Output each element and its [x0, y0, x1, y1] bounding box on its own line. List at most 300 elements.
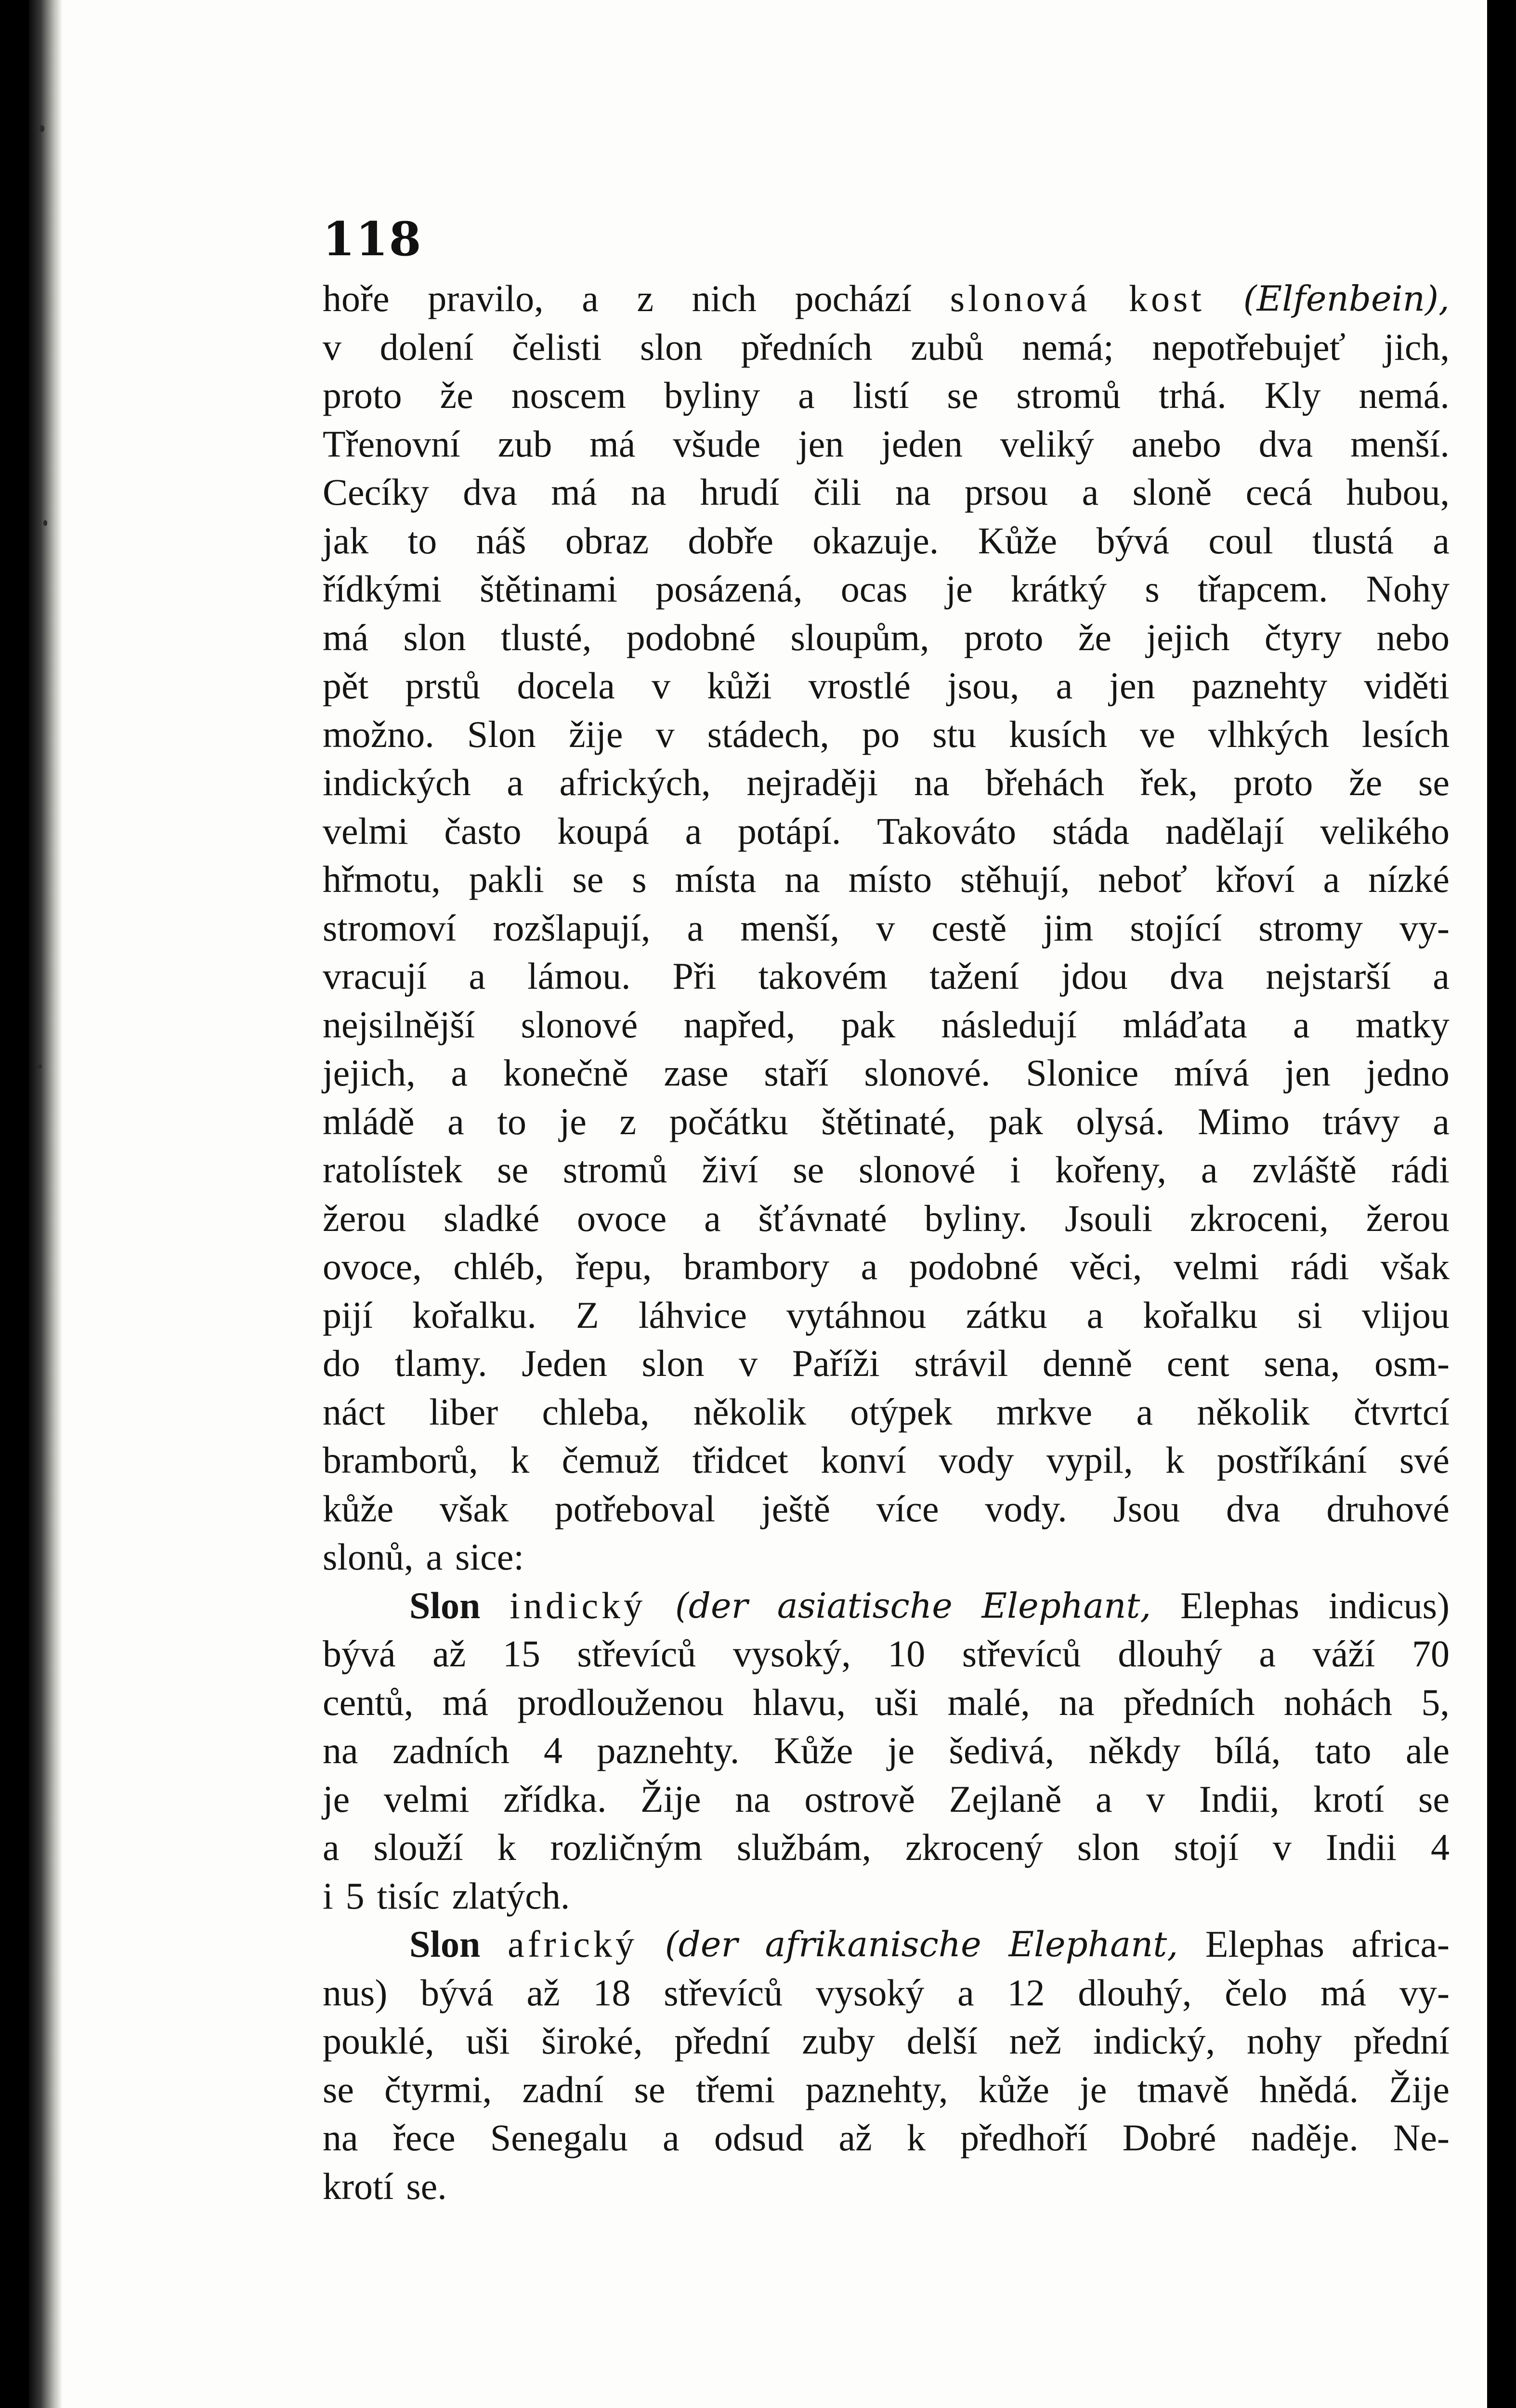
text-line: [323, 371, 1450, 420]
word: vracují: [323, 955, 427, 997]
word: stojí: [1174, 1826, 1239, 1868]
word: podobné: [626, 616, 756, 658]
word: Indii: [1325, 1826, 1397, 1868]
word: břehách: [985, 761, 1105, 803]
word: je: [559, 1100, 587, 1142]
word: a: [687, 906, 704, 949]
word: Paříži: [792, 1342, 880, 1384]
word: tlamy.: [394, 1342, 487, 1384]
text-line: [323, 1920, 1450, 1969]
word: často: [444, 810, 522, 852]
word: čtyrmi,: [384, 2068, 492, 2110]
word: službám,: [736, 1826, 872, 1868]
word: dva: [463, 471, 517, 513]
word: jen: [1284, 1052, 1331, 1094]
word: Kůže: [773, 1729, 853, 1771]
word: zubů: [911, 326, 984, 368]
word: jak: [323, 519, 369, 562]
word: 12: [1007, 1971, 1045, 2014]
word: to: [407, 519, 437, 562]
word: indický,: [1093, 2020, 1215, 2062]
word: Slon: [409, 1584, 481, 1626]
word: nohy: [1246, 2020, 1322, 2062]
paper-speck: [43, 520, 47, 526]
word: nich: [692, 277, 757, 319]
word: pouklé,: [323, 2020, 434, 2062]
word: nemá;: [1022, 326, 1114, 368]
word: kůži: [707, 665, 772, 707]
word: sice:: [455, 1536, 524, 1578]
text-line: [323, 1436, 1450, 1485]
text-line: [323, 1194, 1450, 1243]
word: se: [323, 2068, 354, 2110]
word: sena,: [1264, 1342, 1340, 1384]
word: a: [685, 810, 702, 852]
word: Mimo: [1198, 1100, 1290, 1142]
word: na: [1059, 1681, 1095, 1723]
word: se: [793, 1149, 824, 1191]
word: proto: [323, 374, 402, 416]
word: a: [1323, 858, 1340, 900]
word: že: [1078, 616, 1112, 658]
word: je: [887, 1729, 915, 1771]
word: zase: [664, 1052, 729, 1094]
word: africa-: [1351, 1923, 1450, 1965]
word: jsou,: [947, 665, 1019, 707]
word: naděje.: [1251, 2117, 1359, 2159]
text-line: [323, 2017, 1450, 2066]
word: pět: [323, 665, 369, 707]
text-line: [323, 1146, 1450, 1194]
word: však: [1380, 1245, 1450, 1287]
word: i: [323, 1874, 333, 1917]
word: čtvrtcí: [1353, 1390, 1450, 1433]
word: že: [440, 374, 473, 416]
word: střevíců: [577, 1633, 696, 1675]
word: náct: [323, 1390, 385, 1433]
word: stromů: [562, 1149, 667, 1191]
word: prodlouženou: [517, 1681, 724, 1723]
word: v: [1146, 1778, 1165, 1820]
word: jen: [1109, 665, 1155, 707]
word: má: [1320, 1971, 1367, 2014]
word: zkrocený: [905, 1826, 1043, 1868]
word: trhá.: [1158, 374, 1227, 416]
word: lesích: [1361, 713, 1450, 755]
word: a: [663, 2117, 680, 2159]
word: čelo: [1225, 1971, 1288, 2014]
word: Třenovní: [323, 422, 460, 465]
word: zadní: [522, 2068, 604, 2110]
word: v: [876, 906, 895, 949]
word: až: [838, 2117, 872, 2159]
word: stádech,: [707, 713, 830, 755]
word: 18: [593, 1971, 631, 2014]
word: dobře: [688, 519, 773, 562]
word: kost: [1128, 277, 1205, 319]
word: Ne-: [1393, 2117, 1450, 2159]
text-line: [323, 1243, 1450, 1291]
text-line: [323, 323, 1450, 372]
word: malé,: [947, 1681, 1030, 1723]
word: cecá: [1245, 471, 1313, 513]
word: vytáhnou: [786, 1294, 927, 1336]
word: kůže: [323, 1487, 394, 1530]
word: a: [1201, 1149, 1218, 1191]
word: následují: [941, 1003, 1077, 1046]
word: stěhují,: [960, 858, 1070, 900]
word: jdou: [1061, 955, 1128, 997]
word: viděti: [1364, 665, 1450, 707]
word: všude: [673, 422, 761, 465]
word: počátku: [669, 1100, 788, 1142]
word: ještě: [761, 1487, 830, 1530]
word: nebo: [1376, 616, 1450, 658]
text-line: [323, 1727, 1450, 1775]
word: na: [914, 761, 950, 803]
word: ocas: [840, 568, 908, 610]
text-line: [323, 1678, 1450, 1727]
word: křoví: [1215, 858, 1295, 900]
word: 10: [888, 1633, 926, 1675]
word: do: [323, 1342, 360, 1384]
word: konví: [821, 1439, 906, 1481]
word: menší.: [1350, 422, 1450, 465]
word: slonová: [950, 277, 1091, 319]
word: v: [1272, 1826, 1292, 1868]
word: se: [1418, 761, 1450, 803]
word: stromoví: [323, 906, 457, 949]
body-text: [323, 275, 1450, 2211]
word: stu: [932, 713, 977, 755]
word: zlatých.: [452, 1874, 570, 1917]
word: na: [784, 858, 820, 900]
word: na: [630, 471, 667, 513]
word: na: [323, 2117, 358, 2159]
word: stromů: [1016, 374, 1121, 416]
word: vrostlé: [808, 665, 911, 707]
word: sladké: [444, 1197, 540, 1239]
word: paznehty.: [597, 1729, 740, 1771]
word: hnědá.: [1259, 2068, 1359, 2110]
text-line: [323, 807, 1450, 856]
word: Dobré: [1122, 2117, 1216, 2159]
word: Zejlaně: [949, 1778, 1062, 1820]
word: Jeden: [522, 1342, 607, 1384]
word: tato: [1315, 1729, 1372, 1771]
word: posázená,: [655, 568, 803, 610]
word: k: [1165, 1439, 1185, 1481]
word: cent: [1166, 1342, 1229, 1384]
word: jeden: [881, 422, 963, 465]
word: je: [323, 1778, 350, 1820]
word: 70: [1411, 1633, 1450, 1675]
word: trávy: [1322, 1100, 1400, 1142]
word: mláďata: [1123, 1003, 1247, 1046]
word: druhové: [1326, 1487, 1450, 1530]
word: anebo: [1131, 422, 1221, 465]
word: (Elfenbein),: [1243, 278, 1450, 319]
word: koupá: [557, 810, 649, 852]
word: a: [1259, 1633, 1276, 1675]
word: Kůže: [978, 519, 1058, 562]
word: neboť: [1098, 858, 1188, 900]
text-line: [323, 420, 1450, 469]
word: dolení: [379, 326, 474, 368]
word: štětinaté,: [821, 1100, 956, 1142]
word: a: [1433, 519, 1450, 562]
word: šťávnaté: [758, 1197, 887, 1239]
word: v: [652, 665, 671, 707]
word: vysoký,: [732, 1633, 851, 1675]
text-line: [323, 275, 1450, 323]
text-line: [323, 662, 1450, 710]
text-line: [323, 1388, 1450, 1437]
word: slonů,: [323, 1536, 414, 1578]
word: asiatische: [777, 1585, 953, 1626]
word: jedno: [1366, 1052, 1450, 1094]
word: tlustá: [1312, 519, 1394, 562]
word: v: [655, 713, 675, 755]
word: chleba,: [542, 1390, 650, 1433]
word: Elephas: [1205, 1923, 1324, 1965]
word: váží: [1312, 1633, 1375, 1675]
word: africký: [508, 1923, 638, 1965]
word: bývá: [323, 1633, 396, 1675]
word: pravilo,: [428, 277, 544, 319]
word: čemuž: [562, 1439, 660, 1481]
word: pak: [989, 1100, 1043, 1142]
word: šedivá,: [949, 1729, 1055, 1771]
word: bramborů,: [323, 1439, 478, 1481]
word: 15: [502, 1633, 540, 1675]
word: odsud: [714, 2117, 804, 2159]
word: jim: [1043, 906, 1094, 949]
word: Jsouli: [1065, 1197, 1153, 1239]
word: a: [957, 1971, 974, 2014]
word: řídkými: [323, 568, 442, 610]
text-line: [323, 1630, 1450, 1678]
word: na: [735, 1778, 771, 1820]
word: pijí: [323, 1294, 373, 1336]
word: zub: [497, 422, 552, 465]
word: pochází: [795, 277, 912, 319]
word: že: [1349, 761, 1383, 803]
word: paznehty,: [805, 2068, 948, 2110]
word: Cecíky: [323, 471, 429, 513]
word: má: [323, 616, 369, 658]
text-line: [323, 2162, 1450, 2211]
word: předních: [1123, 1681, 1255, 1723]
text-line: [323, 517, 1450, 565]
text-line: [323, 2066, 1450, 2114]
word: staří: [764, 1052, 829, 1094]
word: štětinami: [480, 568, 618, 610]
word: zuby: [802, 2020, 875, 2062]
word: několik: [1197, 1390, 1310, 1433]
word: a: [1082, 471, 1099, 513]
word: slon: [640, 326, 703, 368]
word: (der: [665, 1924, 738, 1964]
word: předhoří: [960, 2117, 1088, 2159]
word: konečně: [503, 1052, 628, 1094]
word: jich,: [1384, 326, 1450, 368]
word: slonové: [521, 1003, 638, 1046]
text-line: [323, 1339, 1450, 1388]
text-line: [323, 1533, 1450, 1582]
word: nejsilnější: [323, 1003, 475, 1046]
word: mládě: [323, 1100, 415, 1142]
word: indicus): [1328, 1584, 1450, 1626]
word: slon: [403, 616, 466, 658]
word: vody.: [985, 1487, 1067, 1530]
word: denně: [1042, 1342, 1133, 1384]
word: centů,: [323, 1681, 414, 1723]
word: Z: [576, 1294, 599, 1336]
word: živí: [702, 1149, 758, 1191]
word: v: [323, 326, 341, 368]
word: Takováto: [877, 810, 1017, 852]
word: a: [426, 1536, 443, 1578]
word: na: [323, 1729, 358, 1771]
word: čili: [813, 471, 862, 513]
word: Elephas: [1180, 1584, 1299, 1626]
word: zřídka.: [503, 1778, 607, 1820]
word: předních: [741, 326, 873, 368]
book-page: [29, 0, 1487, 2408]
word: Senegalu: [490, 2117, 628, 2159]
word: sloně: [1132, 471, 1212, 513]
word: mívá: [1174, 1052, 1249, 1094]
word: vy-: [1399, 1971, 1450, 2014]
text-line: [323, 1291, 1450, 1340]
word: prstů: [405, 665, 481, 707]
word: ale: [1406, 1729, 1450, 1771]
paper-speck: [38, 1064, 42, 1069]
word: Kly: [1264, 374, 1321, 416]
word: 4: [544, 1729, 562, 1771]
word: proto: [1233, 761, 1313, 803]
word: někdy: [1088, 1729, 1181, 1771]
word: prsou: [964, 471, 1048, 513]
text-line: [323, 2114, 1450, 2162]
word: afrických,: [559, 761, 711, 803]
word: rozšlapují,: [493, 906, 651, 949]
word: vody: [939, 1439, 1014, 1481]
text-line: [323, 710, 1450, 759]
word: Indii,: [1199, 1778, 1280, 1820]
word: má: [442, 1681, 488, 1723]
text-line: [323, 759, 1450, 807]
word: má: [551, 471, 597, 513]
word: se: [1418, 1778, 1450, 1820]
word: je: [1080, 2068, 1107, 2110]
word: strávil: [914, 1342, 1008, 1384]
word: slouží: [373, 1826, 463, 1868]
word: přední: [674, 2020, 771, 2062]
word: na: [895, 471, 931, 513]
word: potřeboval: [554, 1487, 716, 1530]
word: místo: [848, 858, 932, 900]
word: více: [876, 1487, 939, 1530]
word: zadních: [392, 1729, 510, 1771]
word: kusích: [1009, 713, 1107, 755]
page-number: 118: [323, 212, 422, 266]
word: věci,: [1070, 1245, 1142, 1287]
word: velmi: [1173, 1245, 1259, 1287]
word: dva: [1226, 1487, 1281, 1530]
word: ovoce,: [323, 1245, 422, 1287]
word: nadělají: [1165, 810, 1284, 852]
word: krotí: [1313, 1778, 1385, 1820]
word: jen: [798, 422, 844, 465]
text-line: [323, 1001, 1450, 1049]
word: si: [1297, 1294, 1322, 1336]
word: se: [947, 374, 979, 416]
word: slonové: [859, 1149, 976, 1191]
word: hubou,: [1346, 471, 1450, 513]
word: čtyry: [1264, 616, 1342, 658]
word: i: [1010, 1149, 1021, 1191]
word: pak: [841, 1003, 896, 1046]
word: kůže: [978, 2068, 1049, 2110]
word: a: [704, 1197, 721, 1239]
word: řepu,: [575, 1245, 652, 1287]
word: a: [1056, 665, 1073, 707]
word: a: [582, 277, 599, 319]
word: k: [510, 1439, 530, 1481]
word: Nohy: [1366, 568, 1450, 610]
word: ratolístek: [323, 1149, 463, 1191]
word: Žije: [1389, 2068, 1450, 2110]
word: indický: [510, 1584, 646, 1626]
word: láhvice: [638, 1294, 747, 1336]
word: stromy: [1258, 906, 1363, 949]
word: bývá: [420, 1971, 494, 2014]
word: nepotřebujeť: [1152, 326, 1346, 368]
text-line: [323, 1775, 1450, 1824]
word: hrudí: [700, 471, 780, 513]
word: osm-: [1374, 1342, 1450, 1384]
word: nejstarší: [1266, 955, 1391, 997]
text-line: [323, 904, 1450, 953]
word: Elephant,: [981, 1585, 1151, 1626]
word: bílá,: [1215, 1729, 1281, 1771]
word: brambory: [683, 1245, 830, 1287]
word: byliny: [664, 374, 760, 416]
word: slon: [1077, 1826, 1140, 1868]
word: a: [1086, 1294, 1104, 1336]
word: a: [1433, 955, 1450, 997]
word: střevíců: [962, 1633, 1081, 1675]
word: rozličným: [550, 1826, 703, 1868]
word: menší,: [740, 906, 840, 949]
word: ostrově: [804, 1778, 915, 1820]
word: z: [637, 277, 654, 319]
word: možno.: [323, 713, 434, 755]
word: slon: [641, 1342, 705, 1384]
word: bývá: [1096, 519, 1170, 562]
word: zkroceni,: [1189, 1197, 1329, 1239]
word: velikého: [1320, 810, 1450, 852]
word: nízké: [1368, 858, 1450, 900]
word: nus): [323, 1971, 388, 2014]
word: třidcet: [692, 1439, 788, 1481]
word: hřmotu,: [323, 858, 441, 900]
word: (der: [675, 1585, 748, 1626]
word: třemi: [695, 2068, 775, 2110]
word: v: [739, 1342, 758, 1384]
